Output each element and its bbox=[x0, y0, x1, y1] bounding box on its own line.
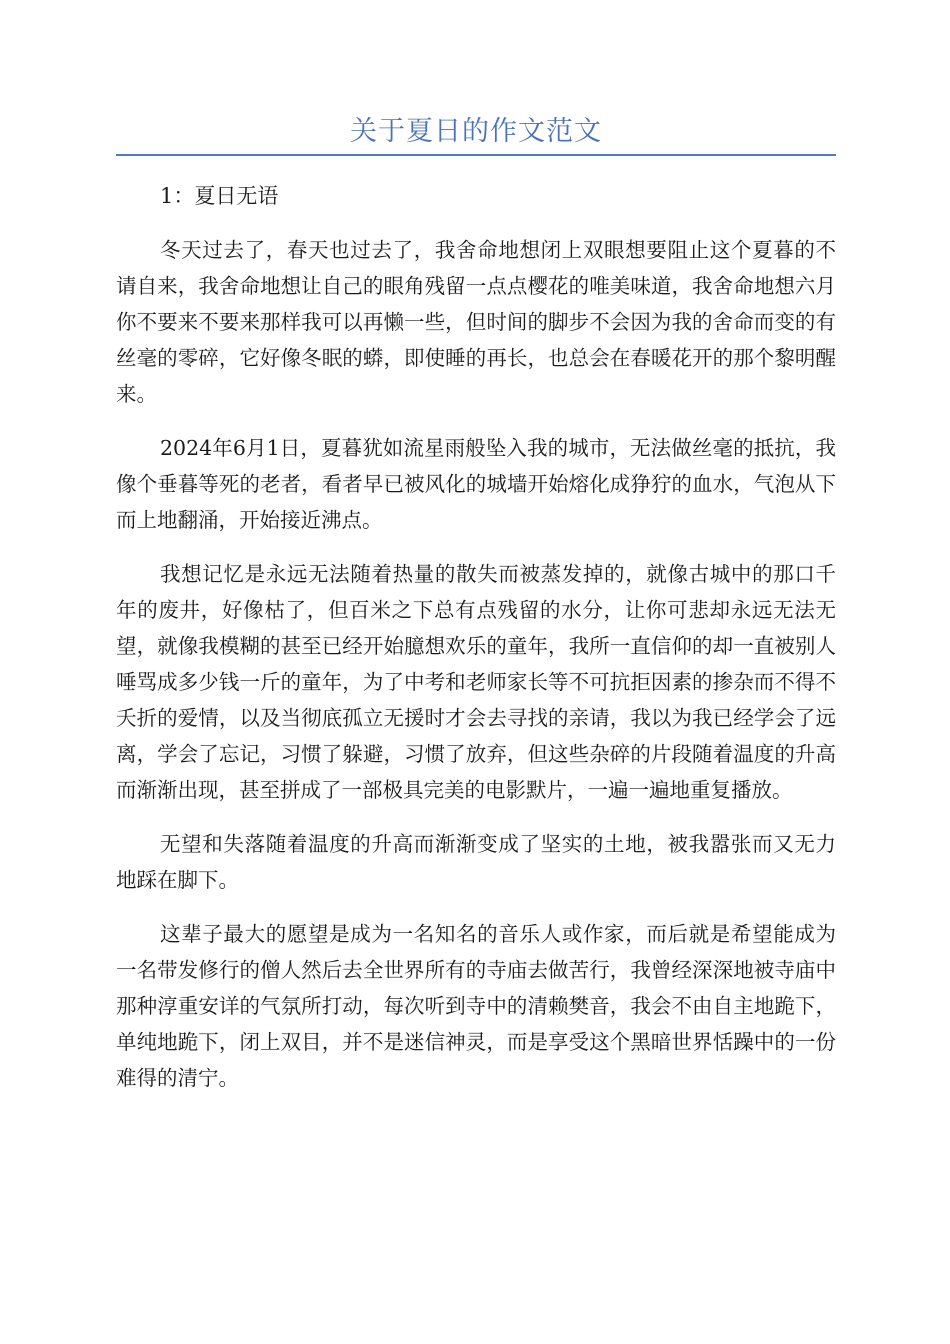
paragraph-2: 2024年6月1日，夏暮犹如流星雨般坠入我的城市，无法做丝毫的抵抗，我像个垂暮等死的老者，看者早已被风化的城墙开始熔化成狰狞的血水，气泡从下而上地翻涌，开始接近沸点。 bbox=[116, 436, 836, 532]
document-title: 关于夏日的作文范文 bbox=[350, 116, 602, 147]
title-underline-rule bbox=[116, 154, 836, 156]
section-heading: 1：夏日无语 bbox=[160, 184, 279, 208]
paragraph-5: 这辈子最大的愿望是成为一名知名的音乐人或作家，而后就是希望能成为一名带发修行的僧人然后去全世界所有的寺庙去做苦行，我曾经深深地被寺庙中那种淳重安详的气氛所打动，每次听到寺中的清赖樊音，我会不由自主地跪下，单纯地跪下，闭上双目，并不是迷信神灵，而是享受这个黑暗世界恬躁中的一份难得的清宁。 bbox=[116, 922, 836, 1090]
paragraph-1: 冬天过去了，春天也过去了，我舍命地想闭上双眼想要阻止这个夏暮的不请自来，我舍命地想让自己的眼角残留一点点樱花的唯美味道，我舍命地想六月你不要来不要来那样我可以再懒一些，但时间的脚步不会因为我的舍命而变的有丝毫的零碎，它好像冬眠的蟒，即使睡的再长，也总会在春暖花开的那个黎明醒来。 bbox=[116, 238, 836, 406]
paragraph-4: 无望和失落随着温度的升高而渐渐变成了坚实的土地，被我嚣张而又无力地踩在脚下。 bbox=[116, 832, 836, 892]
paragraph-3: 我想记忆是永远无法随着热量的散失而被蒸发掉的，就像古城中的那口千年的废井，好像枯了，但百米之下总有点残留的水分，让你可悲却永远无法无望，就像我模糊的甚至已经开始臆想欢乐的童年，我所一直信仰的却一直被别人唾骂成多少钱一斤的童年，为了中考和老师家长等不可抗拒因素的掺杂而不得不夭折的爱情，以及当彻底孤立无援时才会去寻找的亲请，我以为我已经学会了远离，学会了忘记，习惯了躲避，习惯了放弃，但这些杂碎的片段随着温度的升高而渐渐出现，甚至拼成了一部极具完美的电影默片，一遍一遍地重复播放。 bbox=[116, 562, 836, 802]
document-page bbox=[116, 112, 836, 1096]
